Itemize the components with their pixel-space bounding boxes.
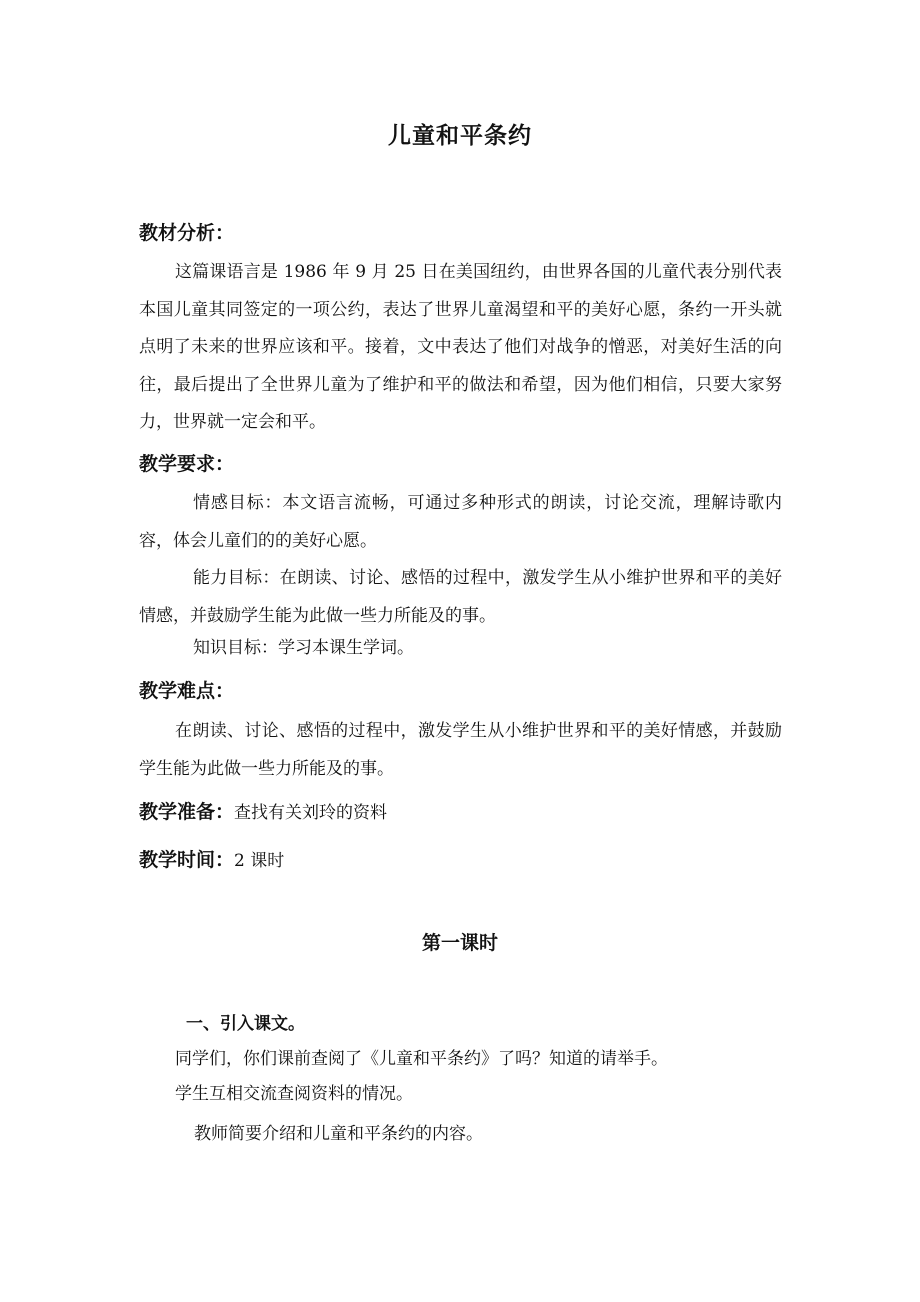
time-heading: 教学时间： <box>139 849 235 871</box>
difficulty-heading: 教学难点： <box>139 680 235 702</box>
ability-goal-paragraph: 能力目标：在朗读、讨论、感悟的过程中，激发学生从小维护世界和平的美好情感，并鼓励学生能为此做一些力所能及的事。 <box>139 568 782 626</box>
step1-heading: 一、引入课文。 <box>186 1014 305 1034</box>
time-value: 2 课时 <box>234 851 285 871</box>
difficulty-paragraph: 在朗读、讨论、感悟的过程中，激发学生从小维护世界和平的美好情感，并鼓励学生能为此做一些力所能及的事。 <box>139 721 782 779</box>
time-row <box>139 846 284 875</box>
document-title: 儿童和平条约 <box>388 123 532 149</box>
lesson1-title: 第一课时 <box>421 932 498 954</box>
preparation-value: 查找有关刘玲的资料 <box>234 803 388 823</box>
lesson1-line-2: 学生互相交流查阅资料的情况。 <box>175 1084 413 1104</box>
lesson1-line-1: 同学们，你们课前查阅了《儿童和平条约》了吗？知道的请举手。 <box>175 1049 668 1069</box>
preparation-row <box>139 798 387 827</box>
analysis-heading: 教材分析： <box>139 222 235 244</box>
requirements-heading: 教学要求： <box>139 453 235 475</box>
knowledge-goal-paragraph: 知识目标：学习本课生学词。 <box>193 638 414 658</box>
lesson1-line-3: 教师简要介绍和儿童和平条约的内容。 <box>194 1124 483 1144</box>
analysis-paragraph: 这篇课语言是 1986 年 9 月 25 日在美国纽约，由世界各国的儿童代表分别代表本国儿童其同签定的一项公约，表达了世界儿童渴望和平的美好心愿，条约一开头就点明了未来的世界应该和平。接着，文中表达了他们对战争的憎恶，对美好生活的向往，最后提出了全世界儿童为了维护和平的做法和希望，因为他们相信，只要大家努力，世界就一定会和平。 <box>139 262 782 432</box>
preparation-heading: 教学准备： <box>139 801 235 823</box>
emotion-goal-paragraph: 情感目标：本文语言流畅，可通过多种形式的朗读，讨论交流，理解诗歌内容，体会儿童们的的美好心愿。 <box>139 493 782 551</box>
